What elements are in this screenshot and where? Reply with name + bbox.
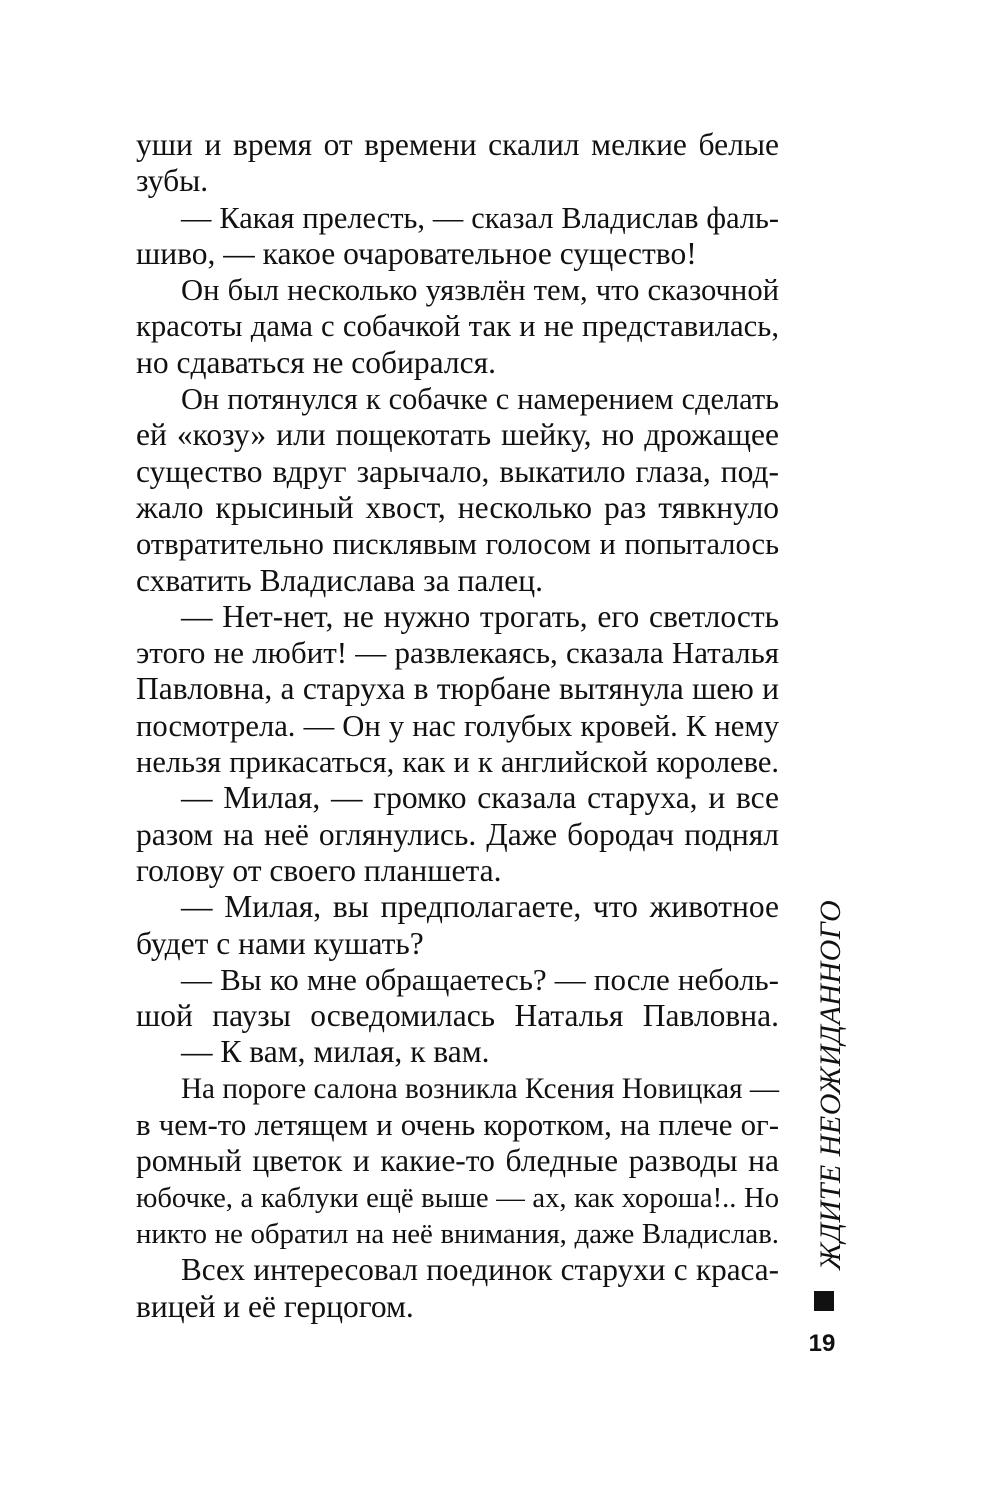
text-line: но сдаваться не собирался. (136, 344, 496, 380)
running-title: ЖДИТЕ НЕОЖИДАННОГО (814, 899, 847, 1270)
text-line: посмотрела. — Он у нас голубых кровей. К нему (136, 708, 779, 743)
text-line: жало крысиный хвост, несколько раз тявкнуло (136, 489, 779, 525)
text-line: Всех интересовал поединок старухи с краса- (181, 1252, 779, 1288)
text-line: схватить Владислава за палец. (136, 562, 544, 598)
text-line: — Нет-нет, не нужно трогать, его светлость (181, 598, 779, 634)
text-line: голову от своего планшета. (136, 852, 502, 888)
text-line: Он был несколько уязвлён тем, что сказочной (181, 273, 779, 308)
body-text (136, 127, 779, 1325)
text-line: никто не обратил на неё внимания, даже Владислав. (136, 1217, 779, 1250)
text-line: существо вдруг зарычало, выкатило глаза, под- (136, 453, 779, 489)
text-line: ей «козу» или пощекотать шейку, но дрожащее (136, 417, 779, 453)
text-line: — К вам, милая, к вам. (181, 1034, 490, 1070)
text-line: уши и время от времени скалил мелкие белые (136, 127, 779, 162)
text-line: На пороге салона возникла Ксения Новицкая — (181, 1072, 779, 1105)
text-line: разом на неё оглянулись. Даже бородач поднял (136, 816, 779, 852)
text-line: — Какая прелесть, — сказал Владислав фаль- (181, 200, 779, 235)
text-line: Он потянулся к собачке с намерением сделать (181, 382, 779, 417)
text-line: в чем-то летящем и очень коротком, на плече ог- (136, 1107, 779, 1143)
text-line: этого не любит! — развлекаясь, сказала Наталья (136, 635, 779, 671)
text-line: шиво, — какое очаровательное существо! (136, 235, 697, 271)
text-line: красоты дама с собачкой так и не представилась, (136, 309, 779, 344)
text-line: Павловна, а старуха в тюрбане вытянула шею и (136, 671, 779, 707)
text-line: юбочке, а каблуки ещё выше — ах, как хороша!.. Но (136, 1181, 779, 1214)
text-line: отвратительно писклявым голосом и попыталось (136, 527, 779, 562)
text-line: зубы. (136, 163, 209, 199)
page-number: 19 (808, 1330, 836, 1357)
text-line: нельзя прикасаться, как и к английской королеве. (136, 745, 779, 780)
text-line: — Милая, — громко сказала старуха, и все (181, 780, 779, 816)
square-marker-icon (814, 1291, 834, 1311)
text-line: вицей и её герцогом. (136, 1288, 414, 1324)
text-line: — Милая, вы предполагаете, что животное (181, 889, 779, 925)
text-line: — Вы ко мне обращаетесь? — после неболь- (181, 961, 779, 997)
text-line: шой паузы осведомилась Наталья Павловна. (136, 998, 779, 1034)
text-line: будет с нами кушать? (136, 925, 424, 961)
text-line: ромный цветок и какие-то бледные разводы на (136, 1143, 779, 1179)
